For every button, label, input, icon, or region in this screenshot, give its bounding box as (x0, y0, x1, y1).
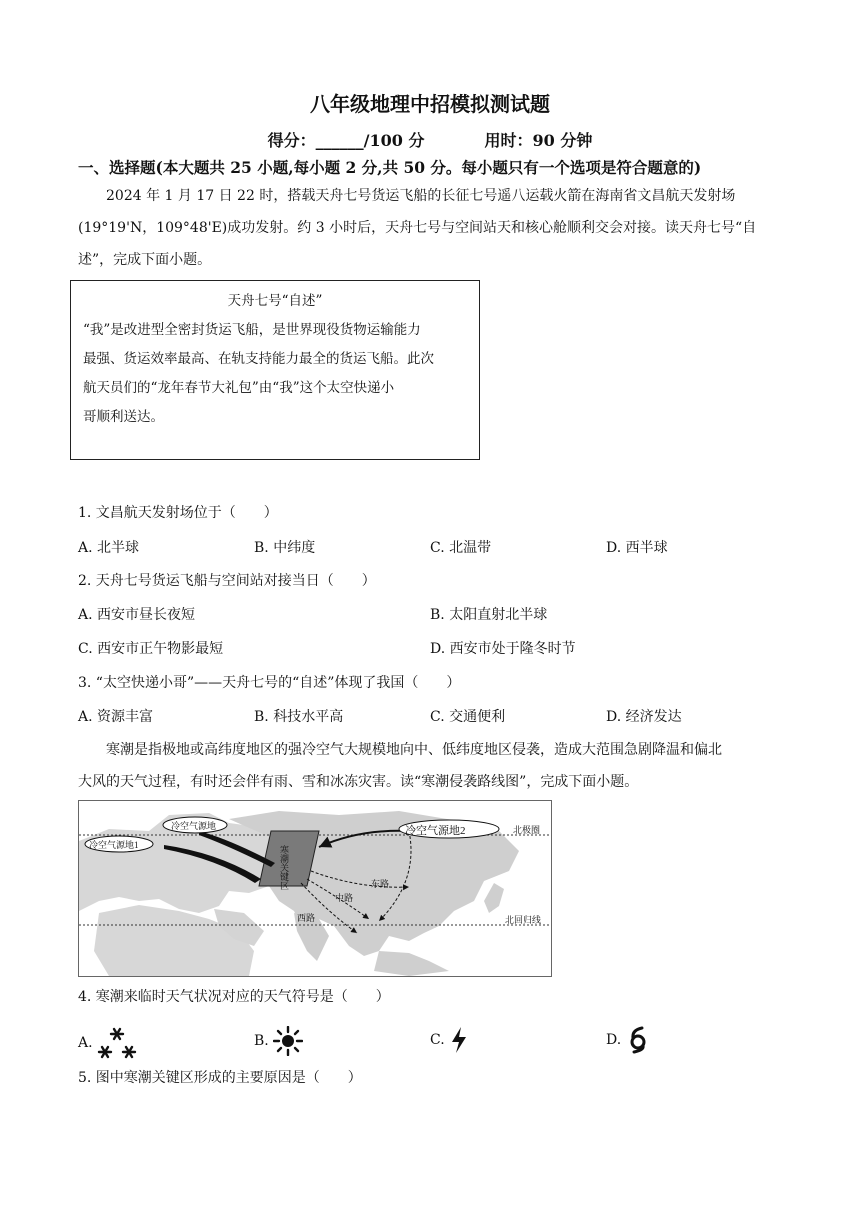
q4-option-b[interactable] (254, 1026, 303, 1056)
arctic-circle-label: 北极圈 (513, 825, 541, 835)
cold-wave-route-map (78, 800, 552, 977)
q4-option-c[interactable] (430, 1026, 469, 1054)
q3-option-d[interactable]: D. 经济发达 (606, 709, 682, 725)
q4-option-b-label: B. (254, 1033, 269, 1049)
quote-box-line: 哥顺利送达。 (83, 409, 164, 425)
passage-1 (78, 180, 784, 276)
q1-option-b[interactable]: B. 中纬度 (254, 540, 316, 556)
east-route-label: 东路 (371, 879, 390, 889)
q4-option-c-label: C. (430, 1032, 445, 1048)
question-1-stem: 1. 文昌航天发射场位于（ ） (78, 505, 278, 521)
quote-box (70, 280, 480, 460)
quote-box-line: 航天员们的“龙年春节大礼包”由“我”这个太空快递小 (83, 380, 395, 396)
source1-label: 冷空气源地1 (89, 840, 139, 850)
thunder-icon (449, 1026, 469, 1054)
question-3-stem: 3. “太空快递小哥”——天舟七号的“自述”体现了我国（ ） (78, 675, 461, 691)
passage-2-line: 寒潮是指极地或高纬度地区的强冷空气大规模地向中、低纬度地区侵袭，造成大范围急剧降温和偏北 (106, 742, 722, 758)
quote-box-title: 天舟七号“自述” (227, 293, 323, 309)
typhoon-icon (626, 1026, 650, 1054)
quote-box-line: 最强、货运效率最高、在轨支持能力最全的货运飞船。此次 (83, 351, 434, 367)
score-label: 得分：______/100 分 (267, 131, 425, 150)
question-5-stem: 5. 图中寒潮关键区形成的主要原因是（ ） (78, 1070, 362, 1086)
q3-option-c[interactable]: C. 交通便利 (430, 709, 506, 725)
middle-route-label: 中路 (335, 893, 354, 903)
q2-option-b[interactable]: B. 太阳直射北半球 (430, 607, 548, 623)
snow-icon (97, 1026, 137, 1060)
q1-option-a[interactable]: A. 北半球 (78, 540, 140, 556)
q4-option-d[interactable] (606, 1026, 650, 1054)
map-svg (79, 801, 551, 976)
time-label: 用时：90 分钟 (484, 131, 593, 150)
passage-1-line: 述”，完成下面小题。 (78, 252, 212, 268)
passage-2 (78, 734, 784, 798)
score-line (0, 128, 860, 151)
quote-box-line: “我”是改进型全密封货运飞船，是世界现役货物运输能力 (83, 322, 421, 338)
passage-1-line: 2024 年 1 月 17 日 22 时，搭载天舟七号货运飞船的长征七号遥八运载火箭在海南省文昌航天发射场 (106, 188, 736, 204)
passage-2-line: 大风的天气过程，有时还会伴有雨、雪和冰冻灾害。读“寒潮侵袭路线图”，完成下面小题。 (78, 774, 639, 790)
question-2-stem: 2. 天舟七号货运飞船与空间站对接当日（ ） (78, 573, 376, 589)
source2-label: 冷空气源地2 (405, 825, 466, 837)
key-region-label: 寒潮关键区 (279, 845, 289, 890)
q2-option-d[interactable]: D. 西安市处于隆冬时节 (430, 641, 576, 657)
q2-option-a[interactable]: A. 西安市昼长夜短 (78, 607, 196, 623)
q4-option-a[interactable] (78, 1026, 137, 1060)
source-mid-label: 冷空气源地 (171, 821, 217, 831)
q1-option-c[interactable]: C. 北温带 (430, 540, 492, 556)
q1-option-d[interactable]: D. 西半球 (606, 540, 668, 556)
question-4-stem: 4. 寒潮来临时天气状况对应的天气符号是（ ） (78, 989, 390, 1005)
tropic-label: 北回归线 (505, 915, 542, 925)
passage-1-line: (19°19'N，109°48'E)成功发射。约 3 小时后，天舟七号与空间站天和核心舱顺利交会对接。读天舟七号“自 (78, 220, 757, 236)
page-title: 八年级地理中招模拟测试题 (310, 92, 550, 116)
q3-option-a[interactable]: A. 资源丰富 (78, 709, 154, 725)
q3-option-b[interactable]: B. 科技水平高 (254, 709, 344, 725)
q4-option-d-label: D. (606, 1032, 622, 1048)
q2-option-c[interactable]: C. 西安市正午物影最短 (78, 641, 224, 657)
west-route-label: 西路 (297, 913, 316, 923)
sunny-icon (273, 1026, 303, 1056)
section-heading: 一、选择题(本大题共 25 小题,每小题 2 分,共 50 分。每小题只有一个选项是符合题意的) (78, 158, 702, 177)
q4-option-a-label: A. (78, 1035, 93, 1051)
